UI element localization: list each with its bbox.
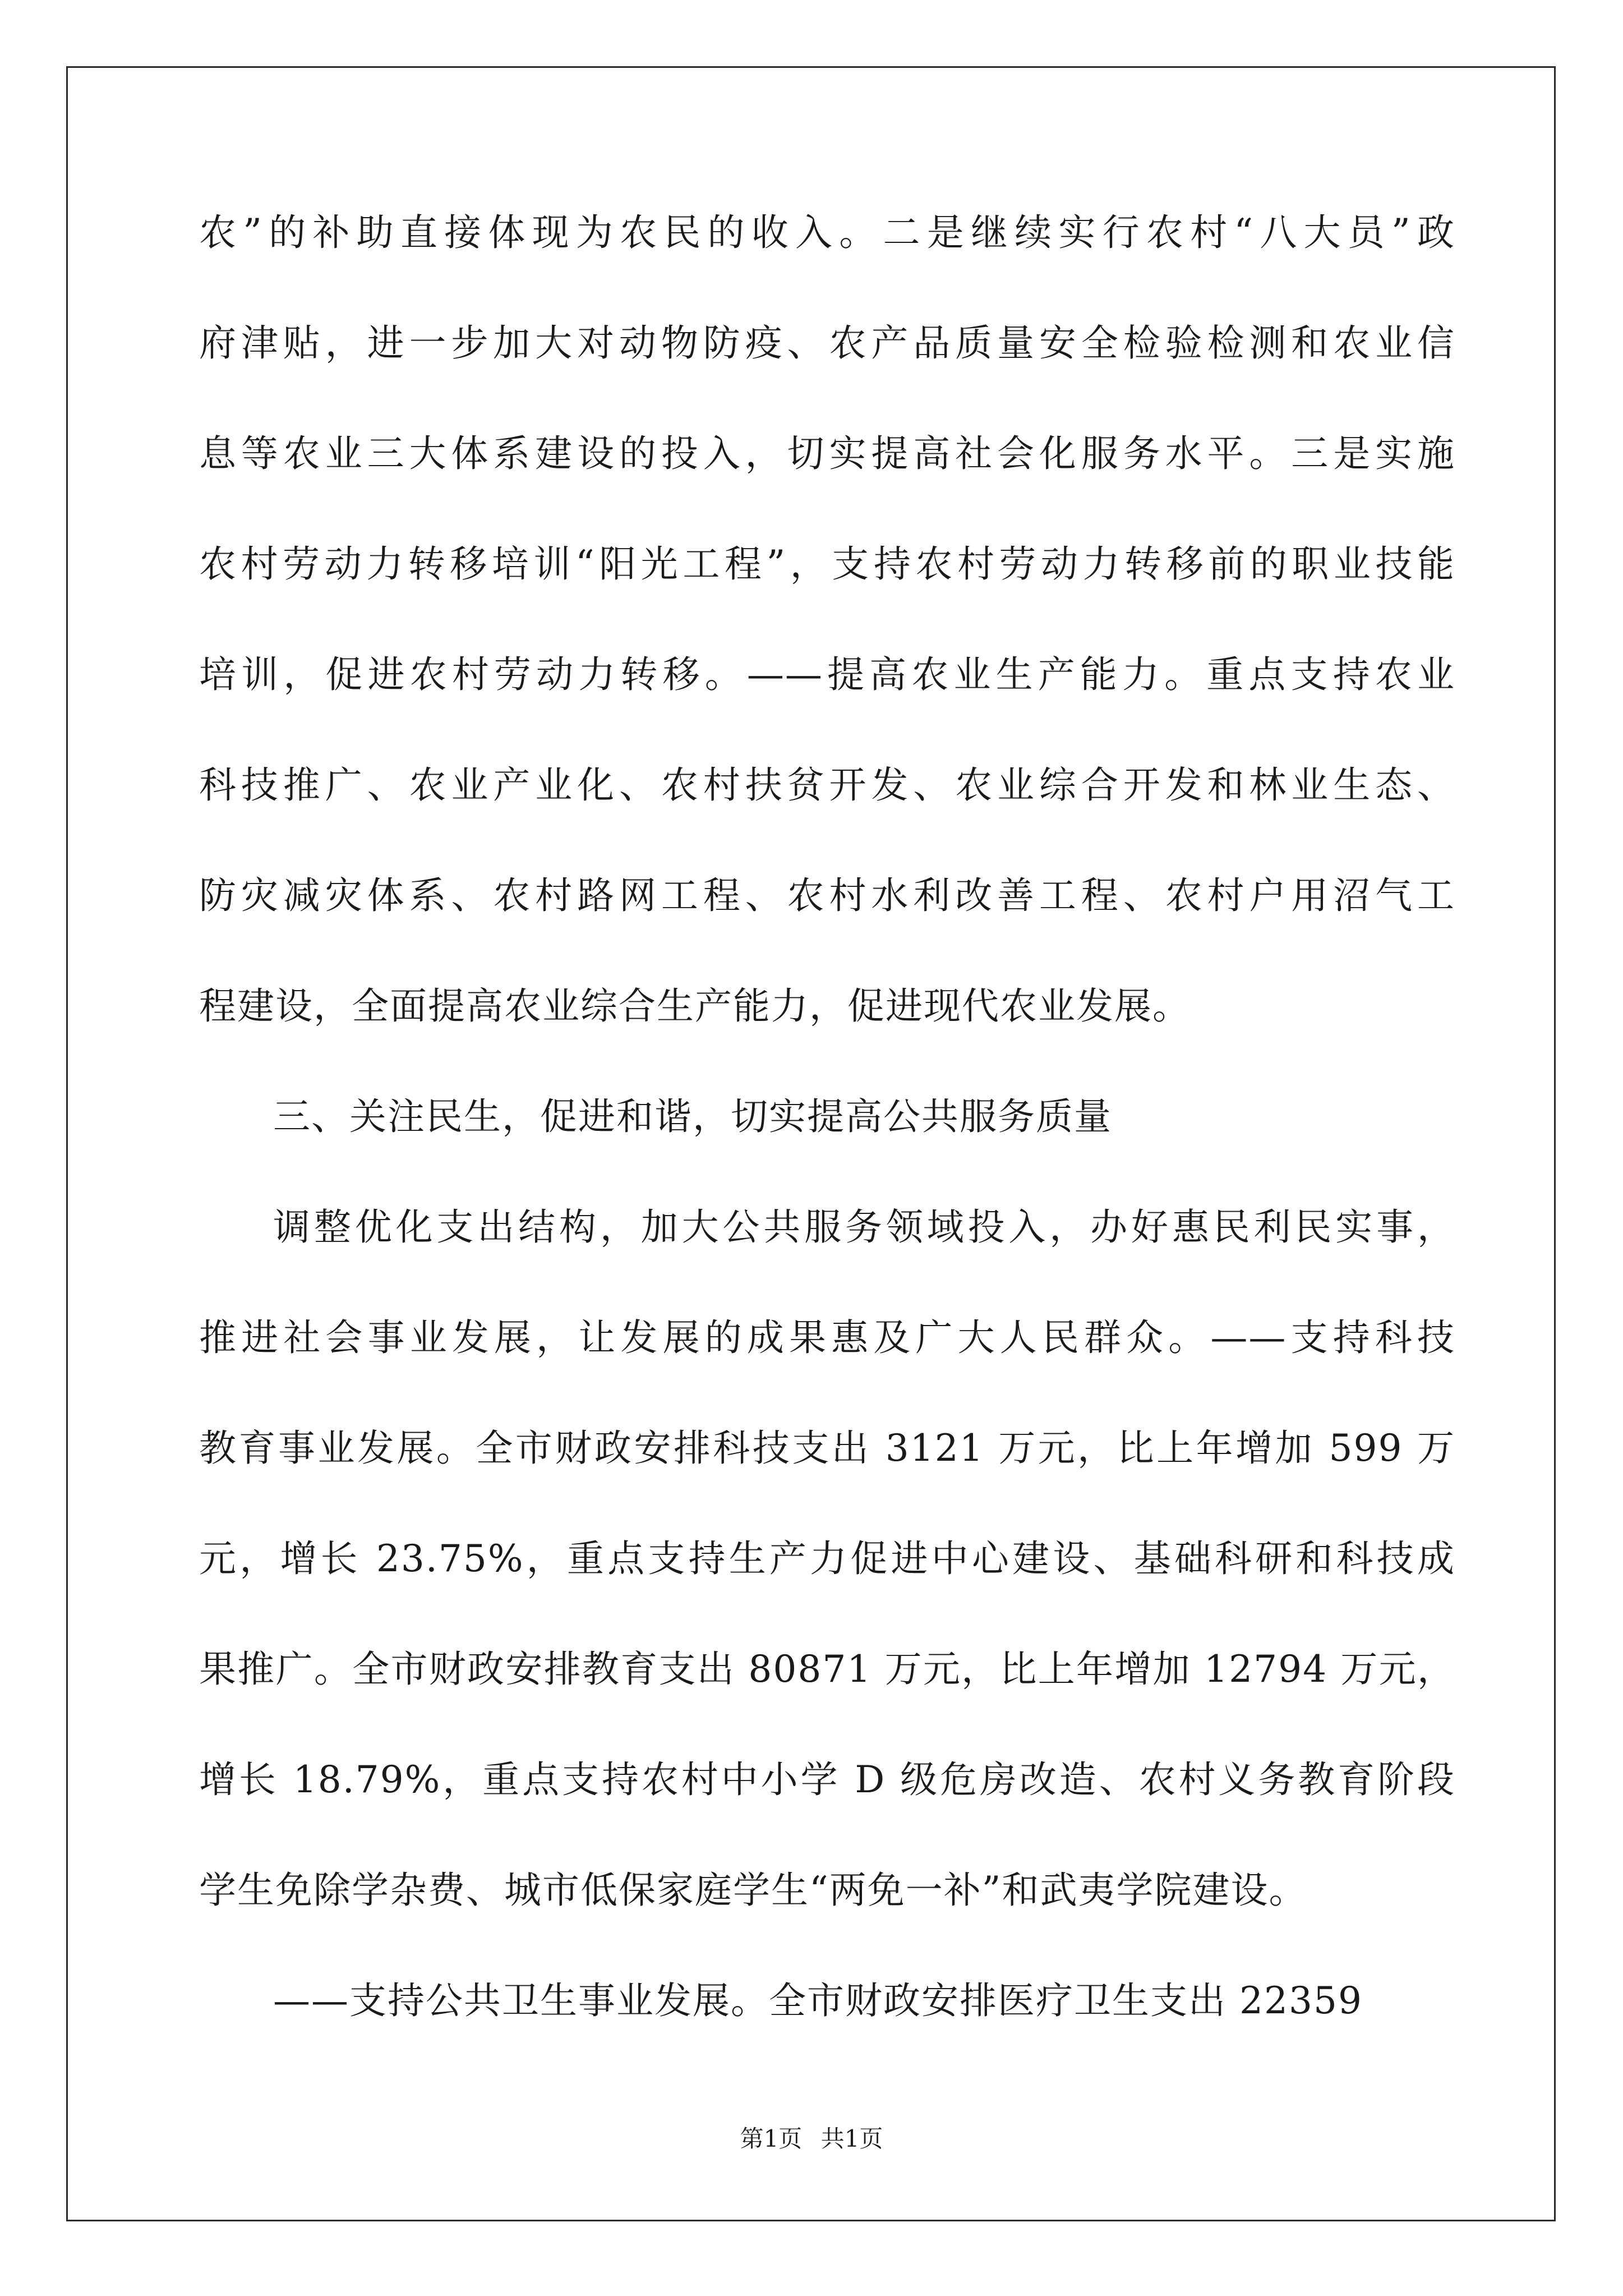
text-line: 学生免除学杂费、城市低保家庭学生“两免一补”和武夷学院建设。 xyxy=(199,1869,1307,1912)
text-line: 推进社会事业发展，让发展的成果惠及广大人民群众。——支持科技 xyxy=(199,1316,1455,1359)
text-line: 府津贴，进一步加大对动物防疫、农产品质量安全检验检测和农业信 xyxy=(199,321,1455,365)
text-line: 元，增长 23.75%，重点支持生产力促进中心建设、基础科研和科技成 xyxy=(199,1537,1455,1580)
page-number: 第1页 xyxy=(740,2125,803,2152)
text-line: 农”的补助直接体现为农民的收入。二是继续实行农村“八大员”政 xyxy=(199,211,1455,254)
text-line: 教育事业发展。全市财政安排科技支出 3121 万元，比上年增加 599 万 xyxy=(199,1427,1455,1470)
page-footer xyxy=(0,2125,1623,2153)
text-line: 增长 18.79%，重点支持农村中小学 D 级危房改造、农村义务教育阶段 xyxy=(199,1758,1455,1801)
section-heading: 三、关注民生，促进和谐，切实提高公共服务质量 xyxy=(273,1095,1112,1138)
text-line: ——支持公共卫生事业发展。全市财政安排医疗卫生支出 22359 xyxy=(273,1979,1363,2022)
text-line: 息等农业三大体系建设的投入，切实提高社会化服务水平。三是实施 xyxy=(199,432,1455,475)
text-line: 科技推广、农业产业化、农村扶贫开发、农业综合开发和林业生态、 xyxy=(199,763,1455,807)
text-line: 程建设，全面提高农业综合生产能力，促进现代农业发展。 xyxy=(199,984,1191,1028)
text-line: 农村劳动力转移培训“阳光工程”，支持农村劳动力转移前的职业技能 xyxy=(199,542,1455,586)
text-line: 调整优化支出结构，加大公共服务领域投入，办好惠民利民实事， xyxy=(273,1205,1455,1249)
text-line: 防灾减灾体系、农村路网工程、农村水利改善工程、农村户用沼气工 xyxy=(199,874,1455,917)
text-line: 果推广。全市财政安排教育支出 80871 万元，比上年增加 12794 万元， xyxy=(199,1648,1455,1691)
page-total: 共1页 xyxy=(820,2125,883,2152)
document-body xyxy=(199,208,1455,2086)
text-line: 培训，促进农村劳动力转移。——提高农业生产能力。重点支持农业 xyxy=(199,653,1455,696)
